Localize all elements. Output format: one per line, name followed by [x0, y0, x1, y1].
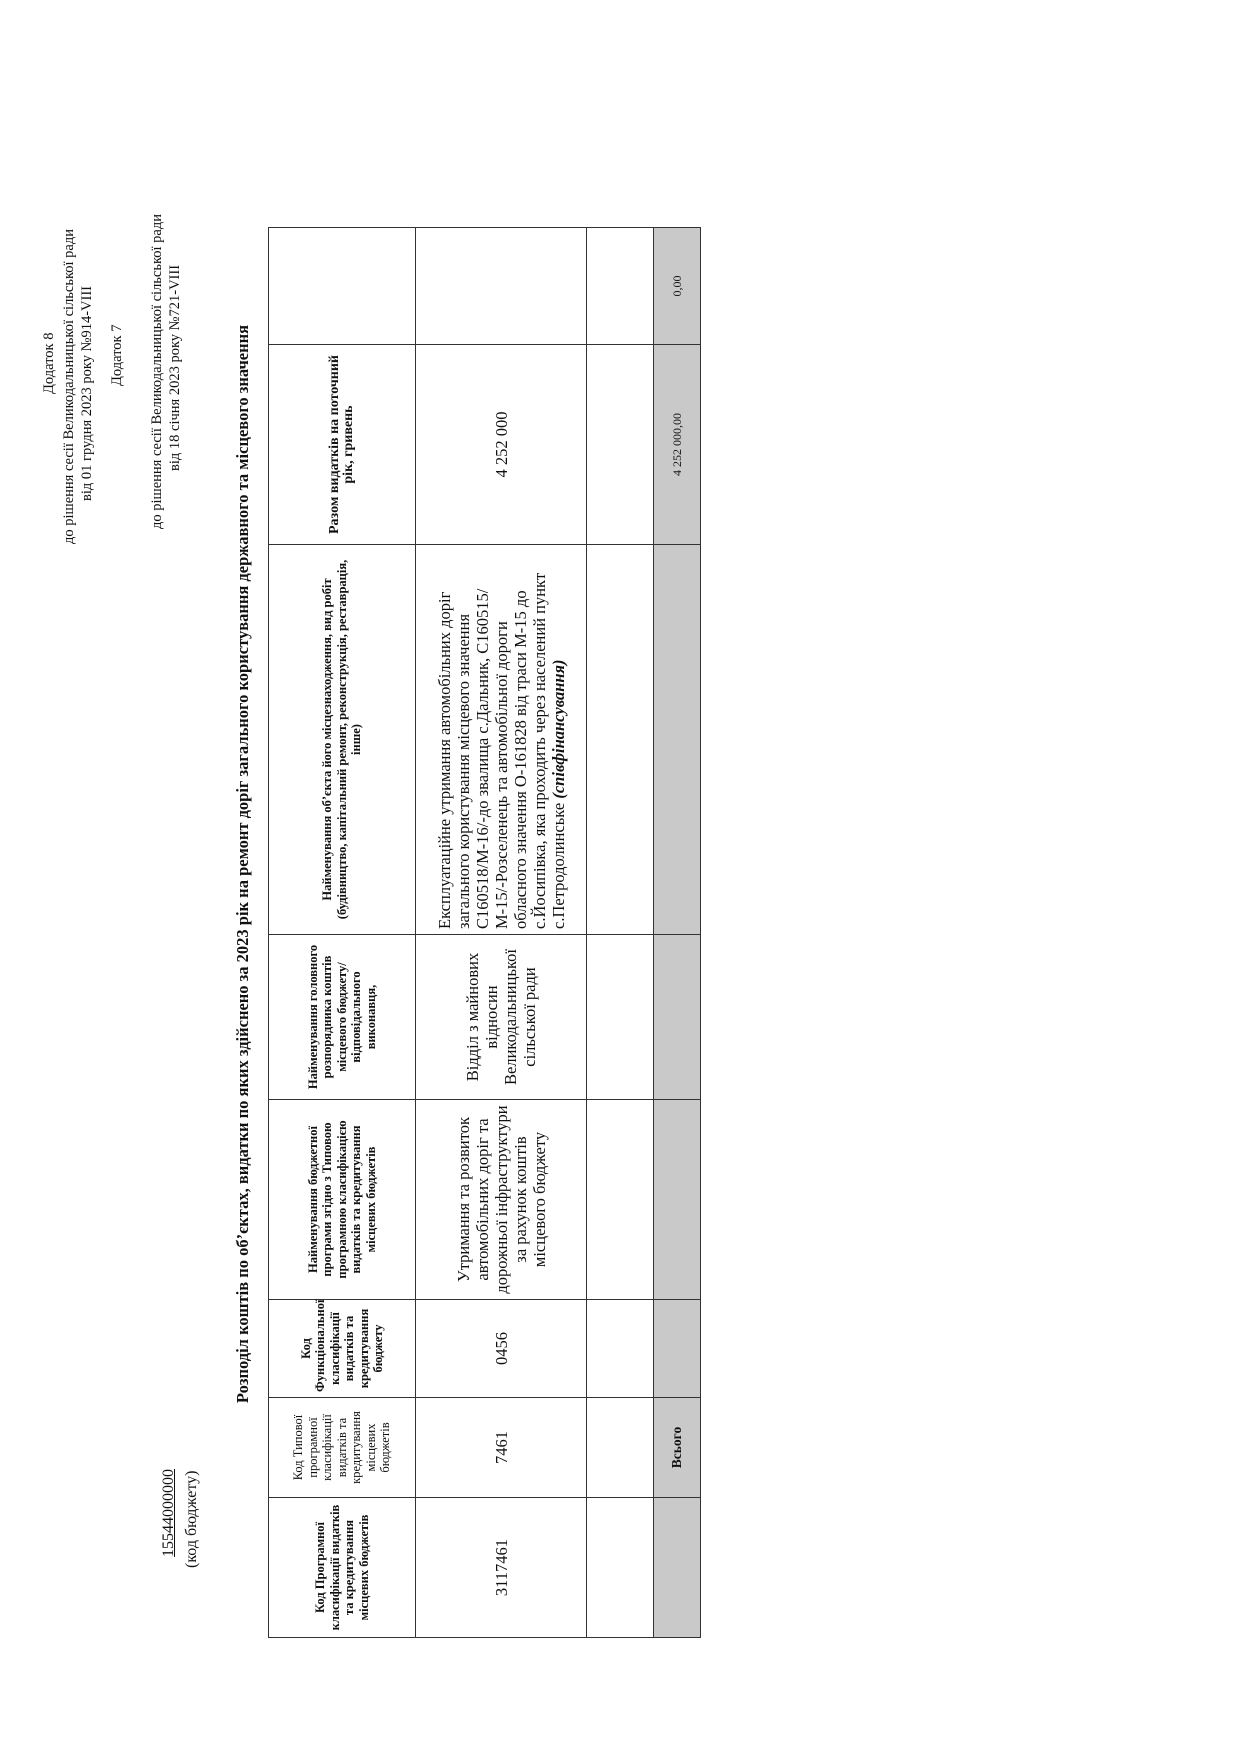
table-row-empty: [587, 228, 654, 1638]
cell-extra: [416, 228, 587, 345]
col-header-extra: [269, 228, 416, 345]
total-amount: 4 252 000,00: [654, 345, 701, 545]
total-label: Всього: [654, 1398, 701, 1498]
cell-total: 4 252 000: [416, 345, 587, 545]
col-header-object: Найменування об’єкта його місцезнаходження, вид робіт (будівництво, капітальний ремонт, реконструкція, реставрація, інше): [269, 545, 416, 935]
table-row: [416, 228, 587, 1638]
cell-functional-code: 0456: [416, 1300, 587, 1398]
annex8-decision-line: до рішення сесії Великодальницької сільської ради: [61, 228, 77, 544]
total-extra: 0,00: [654, 228, 701, 345]
table-total-row: [654, 228, 701, 1638]
annex8-date-line: від 01 грудня 2023 року №914-VIII: [79, 286, 95, 501]
cell-typical-code: 7461: [416, 1398, 587, 1498]
document-title: Розподіл коштів по об’єктах, видатки по яких здійснено за 2023 рік на ремонт доріг загального користування державного та місцевого значення: [233, 324, 252, 1404]
cell-object: [416, 545, 587, 935]
col-header-functional-code: Код Функціональної класифікації видатків та кредитування бюджету: [269, 1300, 416, 1398]
cell-object-text: Експлуатаційне утримання автомобільних доріг загального користування місцевого значення С160518/М-16/-до звалища с.Дальник, С160515/М-15/-Розселенець та автомобільної дороги обласного значення О-161828 від траси М-15 до с.Йосипівка, яка проходить через населений пункт с.Петродолинське: [434, 572, 568, 929]
col-header-program-name: Найменування бюджетної програми згідно з Типовою програмною класифікацією видатків та кредитування місцевих бюджетів: [269, 1100, 416, 1300]
cell-object-note: (співфінансування): [548, 659, 568, 799]
col-header-total: Разом видатків на поточний рік, гривень: [269, 345, 416, 545]
table-header-row: [269, 228, 416, 1638]
col-header-manager: Найменування головного розпорядника коштів місцевого бюджету/відповідального виконавця,: [269, 935, 416, 1100]
cell-manager: Відділ з майнових відносин Великодальницької сільської ради: [416, 935, 587, 1100]
allocation-table: [268, 227, 701, 1638]
budget-code: 15544000000: [160, 1469, 177, 1557]
annex7-title: Додаток 7: [109, 324, 125, 386]
col-header-typical-code: Код Типової програмної класифікації видатків та кредитування місцевих бюджетів: [269, 1398, 416, 1498]
annex7-date-line: від 18 січня 2023 року №721-VIII: [167, 264, 183, 471]
col-header-program-code: Код Програмної класифікації видатків та кредитування місцевих бюджетів: [269, 1498, 416, 1638]
annex7-decision-line: до рішення сесії Великодальницької сільської ради: [149, 213, 165, 529]
cell-program-code: 3117461: [416, 1498, 587, 1638]
budget-code-label: (код бюджету): [183, 1470, 200, 1568]
annex8-title: Додаток 8: [41, 332, 57, 394]
cell-program-name: Утримання та розвиток автомобільних доріг та дорожньої інфраструктури за рахунок коштів місцевого бюджету: [416, 1100, 587, 1300]
